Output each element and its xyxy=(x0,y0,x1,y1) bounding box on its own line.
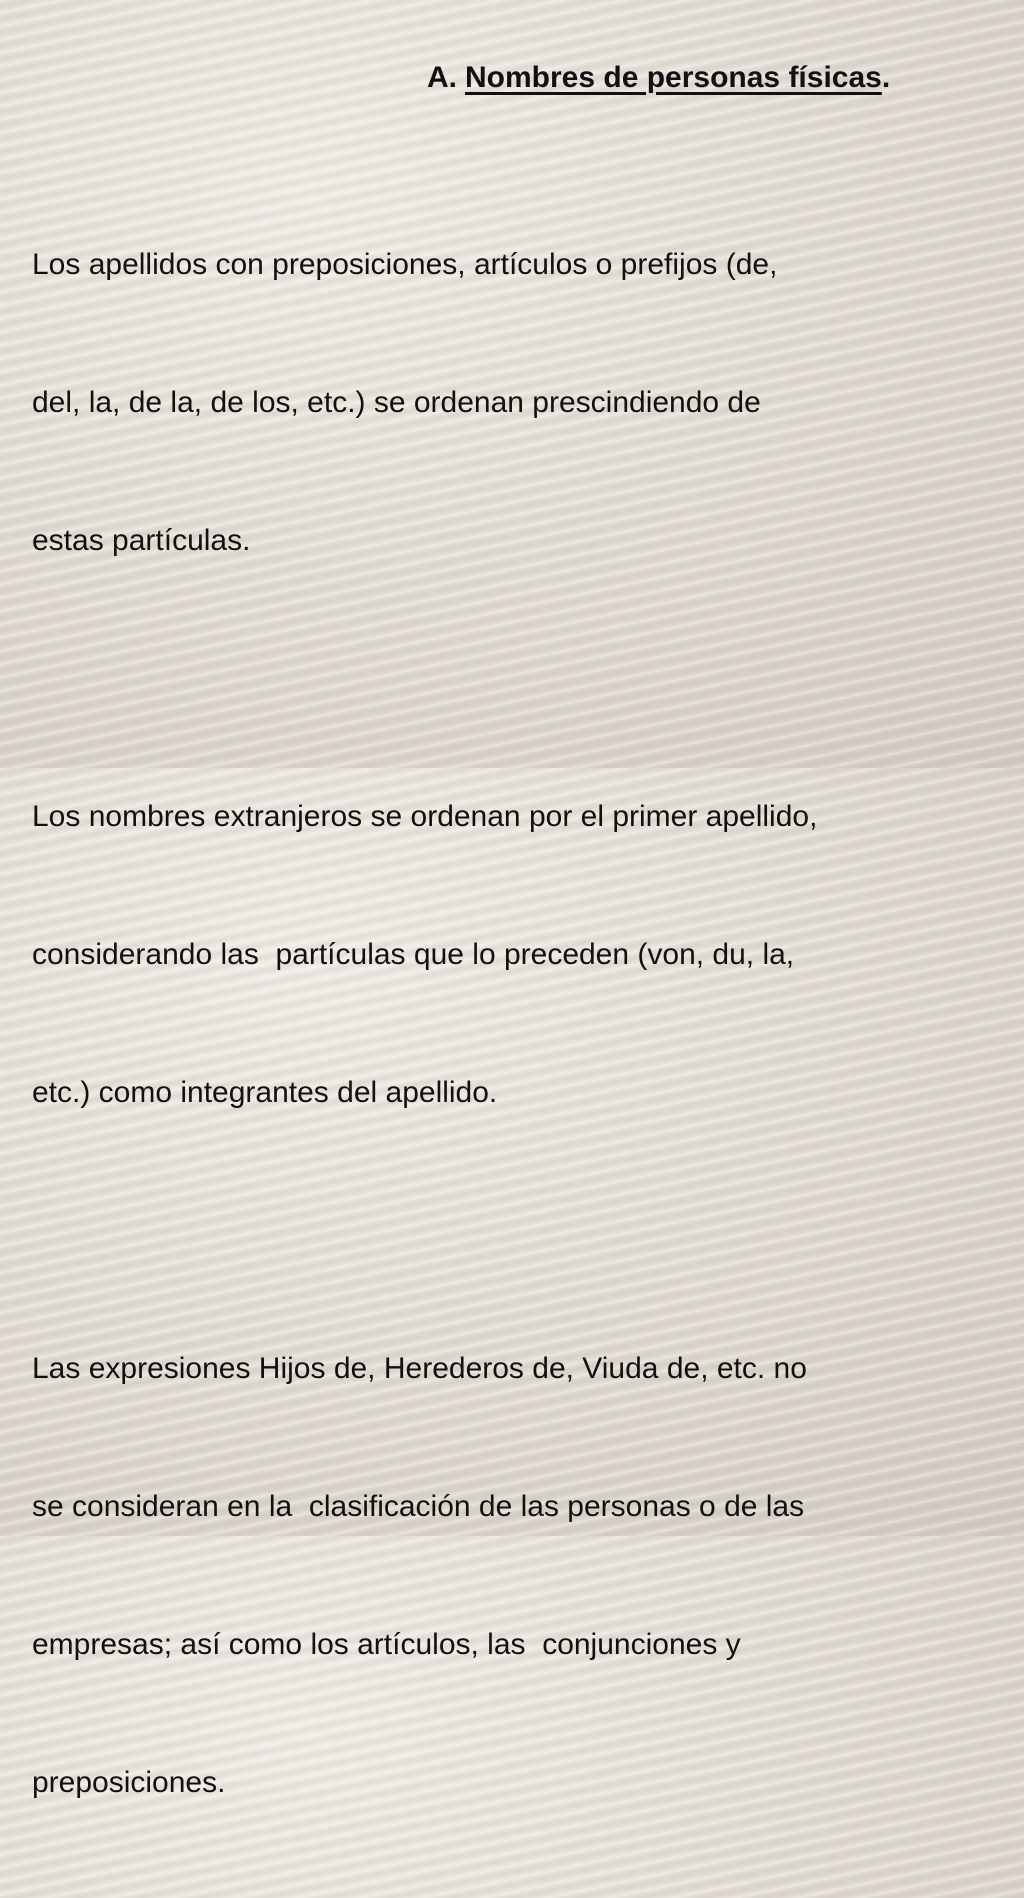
paragraph-line: preposiciones. xyxy=(32,1766,226,1799)
paragraph-line: Los nombres extranjeros se ordenan por el primer apellido, xyxy=(32,800,818,833)
paragraph-foreign-names xyxy=(32,702,1007,1208)
paragraph-line: considerando las partículas que lo preceden (von, du, la, xyxy=(32,938,795,971)
section-heading xyxy=(427,58,890,98)
paragraph-line: se consideran en la clasificación de las personas o de las xyxy=(32,1490,805,1523)
paragraph-line: Los apellidos con preposiciones, artículos o prefijos (de, xyxy=(32,248,778,281)
paragraph-expressions xyxy=(32,1254,1007,1898)
paragraph-line: etc.) como integrantes del apellido. xyxy=(32,1076,498,1109)
body-text xyxy=(32,150,1007,1898)
paragraph-line: empresas; así como los artículos, las conjunciones y xyxy=(32,1628,741,1661)
list-marker: A. xyxy=(427,61,457,94)
heading-suffix: . xyxy=(881,61,891,94)
paragraph-line: del, la, de la, de los, etc.) se ordenan prescindiendo de xyxy=(32,386,761,419)
heading-title: Nombres de personas físicas xyxy=(465,61,882,94)
paragraph-line: Las expresiones Hijos de, Herederos de, Viuda de, etc. no xyxy=(32,1352,807,1385)
paragraph-line: estas partículas. xyxy=(32,524,251,557)
paragraph-prepositions xyxy=(32,150,1007,656)
